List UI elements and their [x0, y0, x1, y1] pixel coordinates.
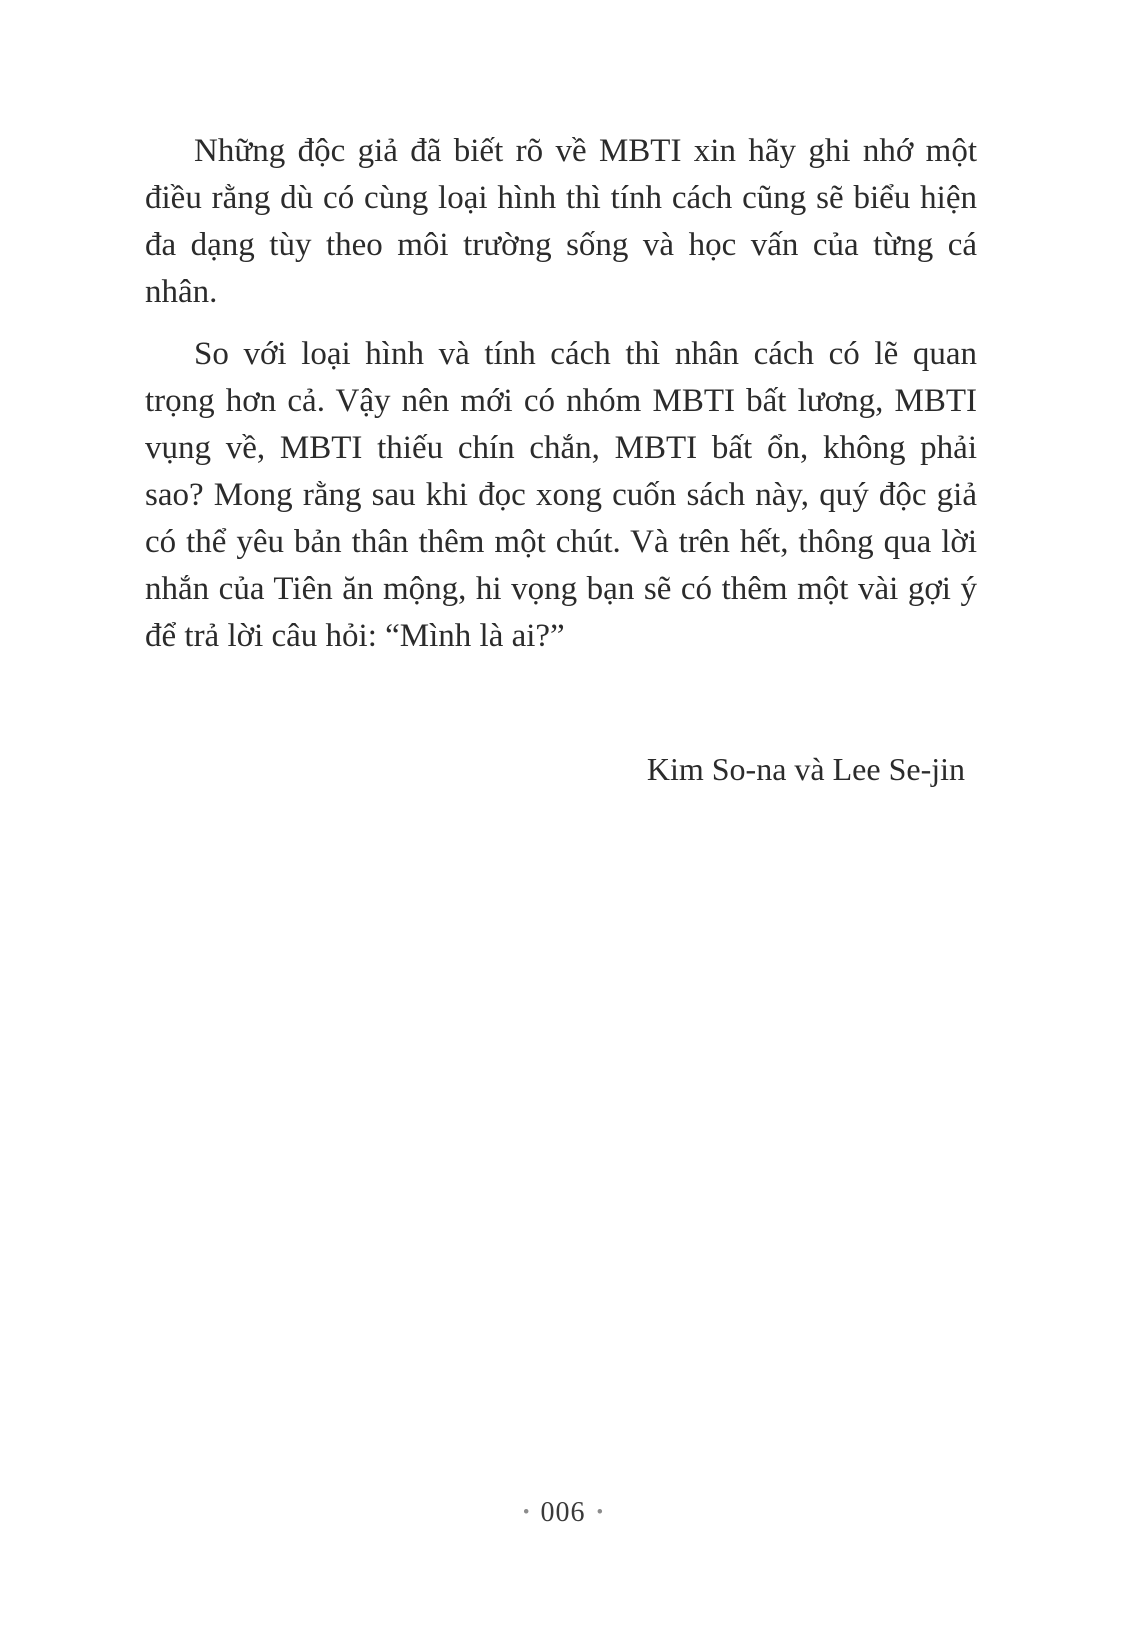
page-number: 006: [540, 1497, 586, 1528]
body-text-block: [145, 128, 977, 808]
author-signature: Kim So-na và Lee Se-jin: [646, 751, 965, 787]
page-footer: [0, 1496, 1126, 1530]
footer-bullet-right-icon: •: [596, 1502, 604, 1523]
paragraph-1: Những độc giả đã biết rõ về MBTI xin hãy ghi nhớ một điều rằng dù có cùng loại hình thì tính cách cũng sẽ biểu hiện đa dạng tùy theo môi trường sống và học vấn của từng cá nhân.: [145, 133, 977, 310]
footer-bullet-left-icon: •: [522, 1502, 530, 1523]
paragraph-2: So với loại hình và tính cách thì nhân cách có lẽ quan trọng hơn cả. Vậy nên mới có nhóm MBTI bất lương, MBTI vụng về, MBTI thiếu chín chắn, MBTI bất ổn, không phải sao? Mong rằng sau khi đọc xong cuốn sách này, quý độc giả có thể yêu bản thân thêm một chút. Và trên hết, thông qua lời nhắn của Tiên ăn mộng, hi vọng bạn sẽ có thêm một vài gợi ý để trả lời câu hỏi: “Mình là ai?”: [145, 336, 977, 654]
